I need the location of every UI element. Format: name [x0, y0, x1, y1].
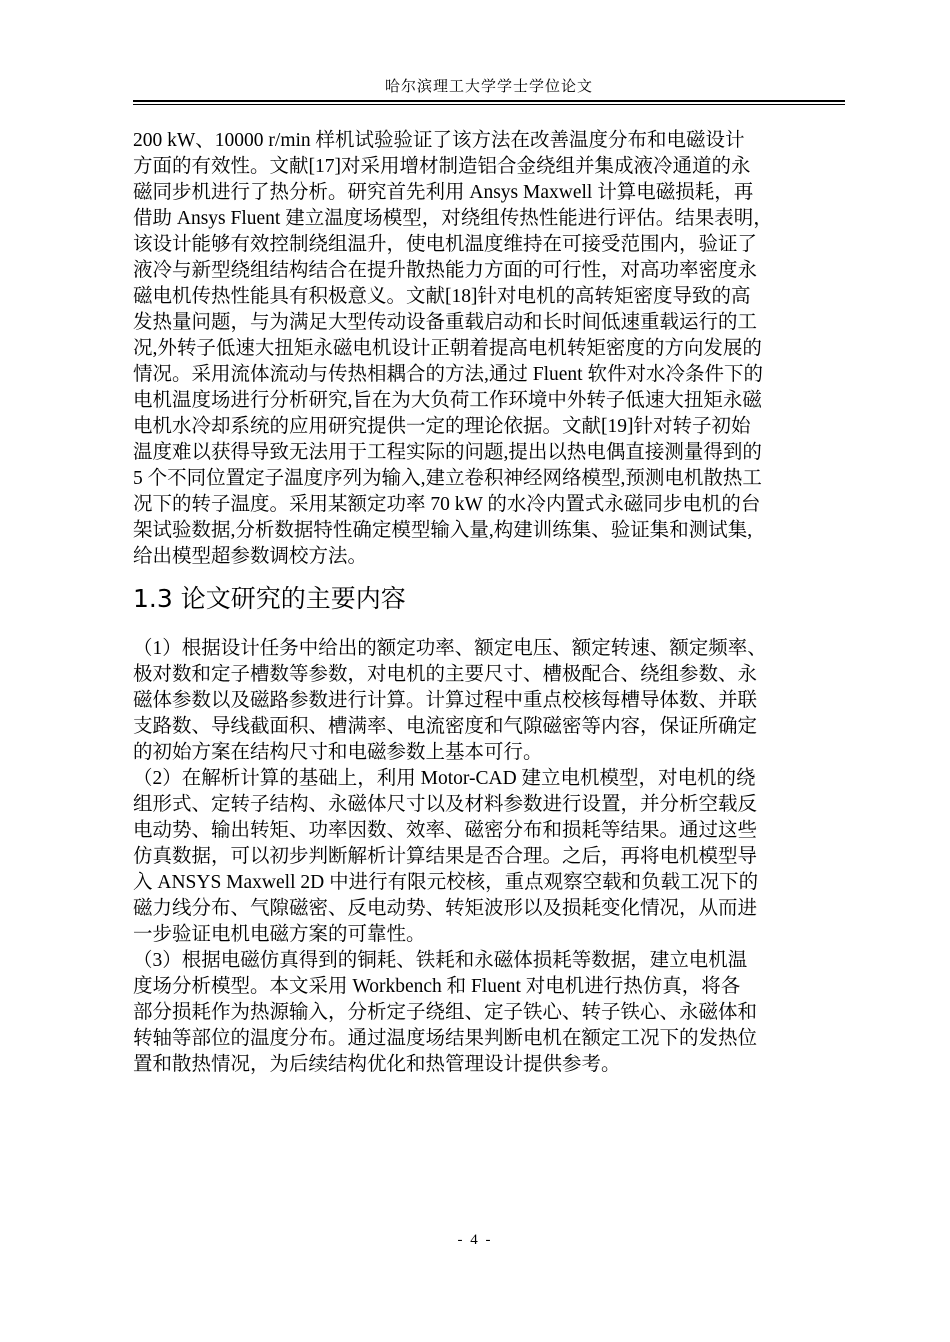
item-line: （2）在解析计算的基础上，利用 Motor-CAD 建立电机模型，对电机的绕	[133, 768, 756, 789]
item-line: 一步验证电机电磁方案的可靠性。	[133, 924, 426, 945]
paragraph-line: 方面的有效性。文献[17]对采用增材制造铝合金绕组并集成液冷通道的永	[133, 156, 751, 177]
paragraph-line: 给出模型超参数调校方法。	[133, 546, 368, 567]
item-line: （1）根据设计任务中给出的额定功率、额定电压、额定转速、额定频率、	[133, 638, 767, 659]
item-line: 入 ANSYS Maxwell 2D 中进行有限元校核，重点观察空载和负载工况下的	[133, 872, 759, 893]
paragraph-line: 借助 Ansys Fluent 建立温度场模型，对绕组传热性能进行评估。结果表明，	[133, 208, 773, 229]
paragraph-line: 电机温度场进行分析研究,旨在为大负荷工作环境中外转子低速大扭矩永磁	[133, 390, 762, 411]
paragraph-line: 该设计能够有效控制绕组温升，使电机温度维持在可接受范围内，验证了	[133, 234, 758, 255]
header-rule-thick	[133, 100, 845, 102]
item-line: 磁力线分布、气隙磁密、反电动势、转矩波形以及损耗变化情况，从而进	[133, 898, 758, 919]
item-line: 支路数、导线截面积、槽满率、电流密度和气隙磁密等内容，保证所确定	[133, 716, 758, 737]
content-item-3	[133, 948, 849, 1078]
paragraph-line: 况,外转子低速大扭矩永磁电机设计正朝着提高电机转矩密度的方向发展的	[133, 338, 762, 359]
paragraph-line: 架试验数据,分析数据特性确定模型输入量,构建训练集、验证集和测试集,	[133, 520, 753, 541]
item-line: 部分损耗作为热源输入，分析定子绕组、定子铁心、转子铁心、永磁体和	[133, 1002, 758, 1023]
content-item-2	[133, 766, 849, 948]
paragraph-line: 温度难以获得导致无法用于工程实际的问题,提出以热电偶直接测量得到的	[133, 442, 762, 463]
paragraph-line: 磁电机传热性能具有积极意义。文献[18]针对电机的高转矩密度导致的高	[133, 286, 751, 307]
paragraph-line: 况下的转子温度。采用某额定功率 70 kW 的水冷内置式永磁同步电机的台	[133, 494, 761, 515]
page-number: - 4 -	[457, 1232, 493, 1248]
paragraph-line: 电机水冷却系统的应用研究提供一定的理论依据。文献[19]针对转子初始	[133, 416, 751, 437]
item-line: 的初始方案在结构尺寸和电磁参数上基本可行。	[133, 742, 543, 763]
content-item-1	[133, 636, 849, 766]
item-line: （3）根据电磁仿真得到的铜耗、铁耗和永磁体损耗等数据，建立电机温	[133, 950, 748, 971]
item-line: 度场分析模型。本文采用 Workbench 和 Fluent 对电机进行热仿真，将各	[133, 976, 741, 997]
header-rule-thin	[133, 104, 845, 105]
item-line: 转轴等部位的温度分布。通过温度场结果判断电机在额定工况下的发热位	[133, 1028, 758, 1049]
item-line: 置和散热情况，为后续结构优化和热管理设计提供参考。	[133, 1054, 621, 1075]
paragraph-line: 发热量问题，与为满足大型传动设备重载启动和长时间低速重载运行的工	[133, 312, 758, 333]
intro-paragraph	[133, 128, 849, 570]
section-heading: 1.3 论文研究的主要内容	[133, 584, 406, 613]
item-line: 仿真数据，可以初步判断解析计算结果是否合理。之后，再将电机模型导	[133, 846, 758, 867]
paragraph-line: 磁同步机进行了热分析。研究首先利用 Ansys Maxwell 计算电磁损耗，再	[133, 182, 754, 203]
item-line: 电动势、输出转矩、功率因数、效率、磁密分布和损耗等结果。通过这些	[133, 820, 758, 841]
content-items	[133, 636, 849, 1078]
paragraph-line: 200 kW、10000 r/min 样机试验验证了该方法在改善温度分布和电磁设计	[133, 130, 745, 151]
paragraph-line: 液冷与新型绕组结构结合在提升散热能力方面的可行性，对高功率密度永	[133, 260, 758, 281]
item-line: 磁体参数以及磁路参数进行计算。计算过程中重点校核每槽导体数、并联	[133, 690, 758, 711]
item-line: 极对数和定子槽数等参数，对电机的主要尺寸、槽极配合、绕组参数、永	[133, 664, 758, 685]
page-body	[133, 128, 849, 1078]
paragraph-line: 5 个不同位置定子温度序列为输入,建立卷积神经网络模型,预测电机散热工	[133, 468, 762, 489]
running-header: 哈尔滨理工大学学士学位论文	[384, 79, 593, 95]
item-line: 组形式、定转子结构、永磁体尺寸以及材料参数进行设置，并分析空载反	[133, 794, 758, 815]
paragraph-line: 情况。采用流体流动与传热相耦合的方法,通过 Fluent 软件对水冷条件下的	[133, 364, 763, 385]
